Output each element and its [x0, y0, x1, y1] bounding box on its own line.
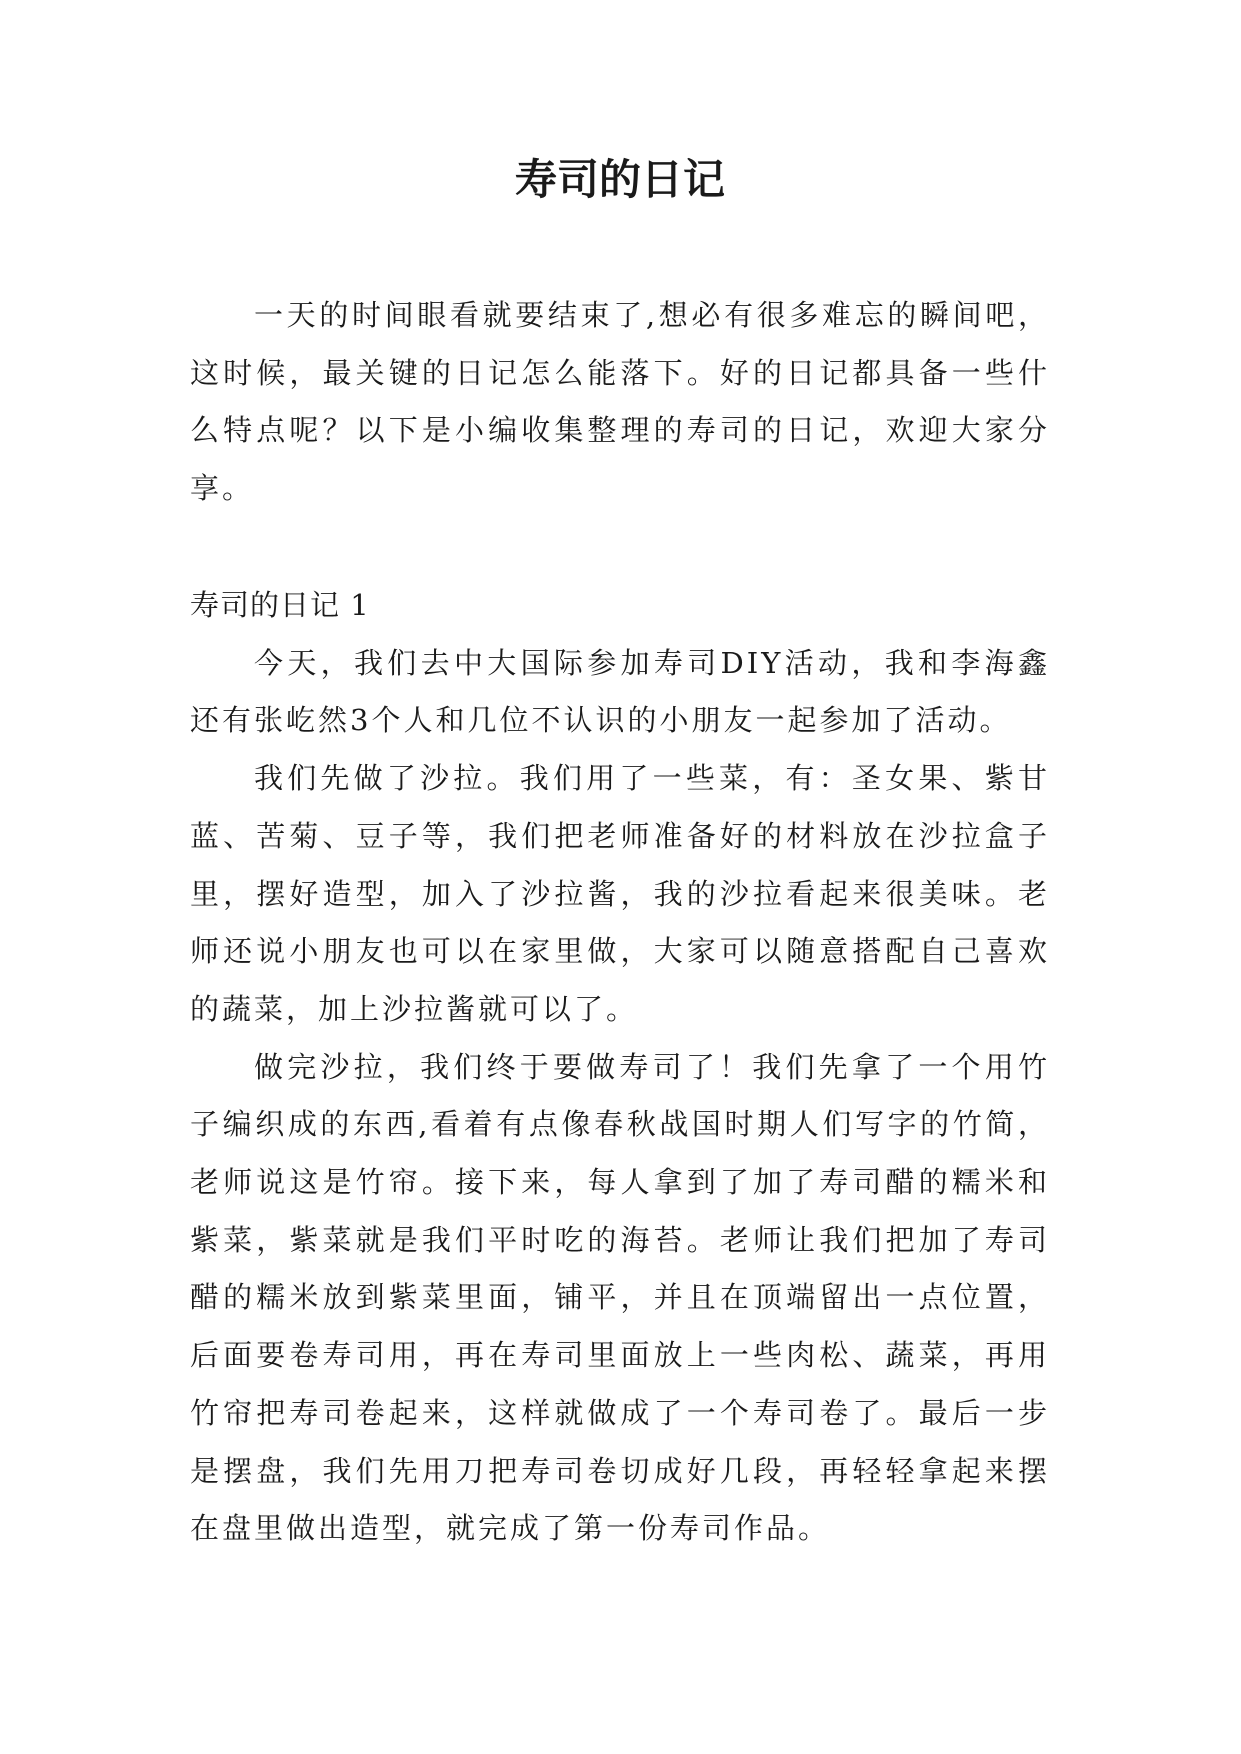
document-page: [190, 0, 1050, 1754]
body-paragraph: 我们先做了沙拉。我们用了一些菜，有：圣女果、紫甘蓝、苦菊、豆子等，我们把老师准备好的材料放在沙拉盒子里，摆好造型，加入了沙拉酱，我的沙拉看起来很美味。老师还说小朋友也可以在家里做，大家可以随意搭配自己喜欢的蔬菜，加上沙拉酱就可以了。: [190, 761, 1050, 1026]
document-title: 寿司的日记: [514, 155, 725, 204]
intro-section: [190, 287, 1050, 518]
diary-section: [190, 577, 1050, 1558]
body-paragraph: 做完沙拉，我们终于要做寿司了！我们先拿了一个用竹子编织成的东西,看着有点像春秋战国时期人们写字的竹简，老师说这是竹帘。接下来，每人拿到了加了寿司醋的糯米和紫菜，紫菜就是我们平时吃的海苔。老师让我们把加了寿司醋的糯米放到紫菜里面，铺平，并且在顶端留出一点位置，后面要卷寿司用，再在寿司里面放上一些肉松、蔬菜，再用竹帘把寿司卷起来，这样就做成了一个寿司卷了。最后一步是摆盘，我们先用刀把寿司卷切成好几段，再轻轻拿起来摆在盘里做出造型，就完成了第一份寿司作品。: [190, 1049, 1050, 1546]
section-heading: 寿司的日记 1: [190, 588, 370, 622]
intro-paragraph: 一天的时间眼看就要结束了,想必有很多难忘的瞬间吧，这时候，最关键的日记怎么能落下。好的日记都具备一些什么特点呢？以下是小编收集整理的寿司的日记，欢迎大家分享。: [190, 298, 1050, 506]
body-paragraph: 今天，我们去中大国际参加寿司DIY活动，我和李海鑫还有张屹然3个人和几位不认识的小朋友一起参加了活动。: [190, 645, 1050, 738]
